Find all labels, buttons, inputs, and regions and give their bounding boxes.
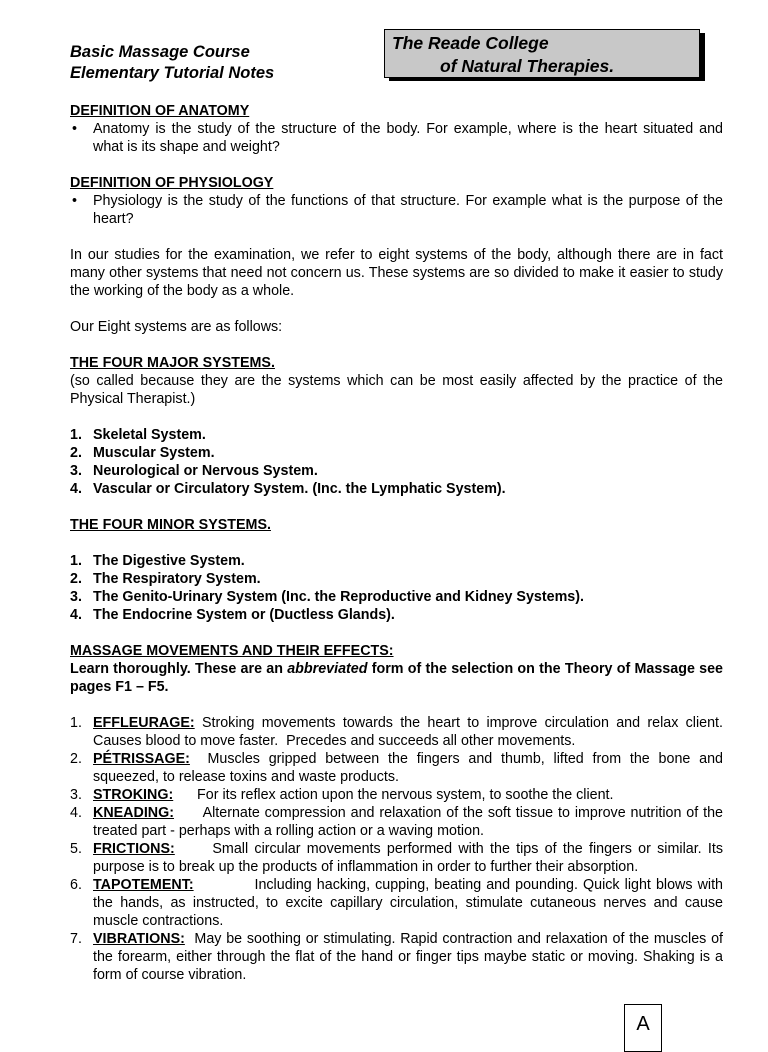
bullet-icon: • <box>72 193 78 209</box>
bullet-icon: • <box>72 121 78 137</box>
movement-item-frictions: 5. FRICTIONS: Small circular movements performed with the tips of the fingers or similar. Its purpose is to break up the products of inflammation in order to further their absorption. <box>70 841 727 875</box>
major-systems-list <box>70 426 723 498</box>
minor-systems-list <box>70 552 723 624</box>
major-systems-heading: THE FOUR MAJOR SYSTEMS. <box>70 355 275 371</box>
movement-item-kneading: 4. KNEADING: Alternate compression and relaxation of the soft tissue to improve nutrition of the treated part - perhaps with a rolling action or a waving motion. <box>70 805 727 839</box>
movement-item-vibrations: 7. VIBRATIONS: May be soothing or stimulating. Rapid contraction and relaxation of the muscles of the forearm, either through the flat of the hand or finger tips maybe static or moving. Shaking is a form of course vibration. <box>70 931 727 983</box>
list-item: 2. Muscular System. <box>70 445 215 461</box>
physiology-heading: DEFINITION OF PHYSIOLOGY <box>70 175 274 191</box>
list-item: 1. Skeletal System. <box>70 427 206 443</box>
course-title-line2: Elementary Tutorial Notes <box>70 64 275 82</box>
course-title <box>70 42 274 84</box>
physiology-bullet-text: Physiology is the study of the functions of that structure. For example what is the purpose of the heart? <box>93 193 723 227</box>
movement-item-stroking: 3. STROKING: For its reflex action upon the nervous system, to soothe the client. <box>70 787 614 803</box>
intro-paragraph: In our studies for the examination, we refer to eight systems of the body, although there are in fact many other systems that need not concern us. These systems are so divided to make it easier to study the working of the body as a whole. <box>70 247 723 299</box>
page-section-marker: A <box>624 1004 662 1052</box>
anatomy-heading: DEFINITION OF ANATOMY <box>70 103 250 119</box>
movement-item-petrissage: 2. PÉTRISSAGE: Muscles gripped between the fingers and thumb, lifted from the bone and squeezed, to release toxins and waste products. <box>70 751 727 785</box>
eight-systems-line: Our Eight systems are as follows: <box>70 319 283 335</box>
college-name-line2: of Natural Therapies. <box>440 56 615 76</box>
list-item: 3. Neurological or Nervous System. <box>70 463 318 479</box>
list-item: 1. The Digestive System. <box>70 553 245 569</box>
physiology-bullet <box>70 192 723 228</box>
movement-item-effleurage: 1. EFFLEURAGE: Stroking movements towards the heart to improve circulation and relax client. Causes blood to move faster. Precedes and succeeds all other movements. <box>70 715 731 749</box>
movement-item-tapotement: 6. TAPOTEMENT: Including hacking, cupping, beating and pounding. Quick light blows with the hands, as instructed, to excite capillary circulation, stimulate cutaneous nerves and cause muscle contractions. <box>70 877 727 929</box>
course-title-line1: Basic Massage Course <box>70 43 250 61</box>
college-name-line1: The Reade College <box>392 33 549 53</box>
minor-systems-heading: THE FOUR MINOR SYSTEMS. <box>70 517 271 533</box>
list-item: 2. The Respiratory System. <box>70 571 261 587</box>
massage-heading: MASSAGE MOVEMENTS AND THEIR EFFECTS: <box>70 643 394 659</box>
list-item: 4. The Endocrine System or (Ductless Glands). <box>70 607 395 623</box>
movements-list <box>70 714 731 984</box>
document-body <box>70 102 731 984</box>
college-name-box <box>384 29 700 78</box>
anatomy-bullet <box>70 120 723 156</box>
anatomy-bullet-text: Anatomy is the study of the structure of the body. For example, where is the heart situated and what is its shape and weight? <box>93 121 723 155</box>
list-item: 3. The Genito-Urinary System (Inc. the Reproductive and Kidney Systems). <box>70 589 584 605</box>
list-item: 4. Vascular or Circulatory System. (Inc. the Lymphatic System). <box>70 481 506 497</box>
learn-instruction: Learn thoroughly. These are an abbreviated form of the selection on the Theory of Massage see pages F1 – F5. <box>70 661 723 695</box>
major-systems-note: (so called because they are the systems which can be most easily affected by the practice of the Physical Therapist.) <box>70 373 723 407</box>
